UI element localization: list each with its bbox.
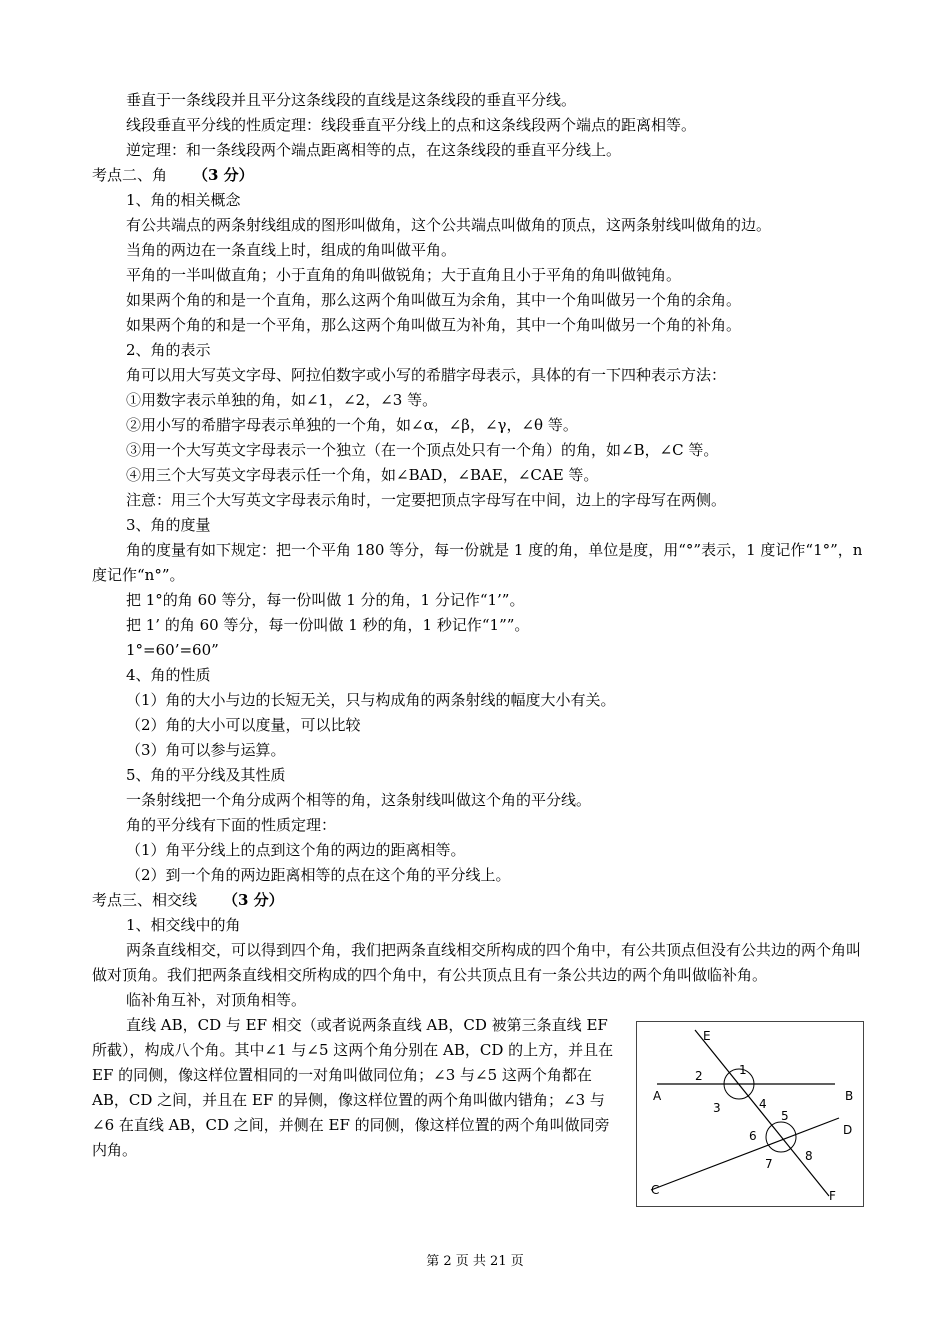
paragraph: 一条射线把一个角分成两个相等的角，这条射线叫做这个角的平分线。 xyxy=(126,791,592,809)
section-heading-score: （3 分） xyxy=(223,891,284,909)
angle-label-8: 8 xyxy=(805,1149,813,1163)
paragraph: 平角的一半叫做直角；小于直角的角叫做锐角；大于直角且小于平角的角叫做钝角。 xyxy=(126,266,682,284)
intersecting-lines-diagram xyxy=(637,1022,863,1206)
section-heading-title: 考点三、相交线 xyxy=(92,891,198,909)
paragraph: 垂直于一条线段并且平分这条线段的直线是这条线段的垂直平分线。 xyxy=(126,91,577,109)
list-item: （3）角可以参与运算。 xyxy=(126,741,286,759)
list-item: （2）角的大小可以度量，可以比较 xyxy=(126,716,361,734)
point-label-b: B xyxy=(845,1089,854,1103)
point-label-d: D xyxy=(843,1123,853,1137)
list-item: （1）角的大小与边的长短无关，只与构成角的两条射线的幅度大小有关。 xyxy=(126,691,616,709)
paragraph: 如果两个角的和是一个直角，那么这两个角叫做互为余角，其中一个角叫做另一个角的余角。 xyxy=(126,291,742,309)
subsection-heading: 3、角的度量 xyxy=(126,516,211,534)
section-heading xyxy=(92,163,864,188)
angle-label-2: 2 xyxy=(695,1069,703,1083)
paragraph: 角可以用大写英文字母、阿拉伯数字或小写的希腊字母表示，具体的有一下四种表示方法： xyxy=(126,366,727,384)
point-label-c: C xyxy=(651,1183,660,1197)
paragraph: 逆定理：和一条线段两个端点距离相等的点，在这条线段的垂直平分线上。 xyxy=(126,141,622,159)
paragraph: 有公共端点的两条射线组成的图形叫做角，这个公共端点叫做角的顶点，这两条射线叫做角的边。 xyxy=(126,216,772,234)
paragraph: 角的平分线有下面的性质定理： xyxy=(126,816,337,834)
paragraph: 如果两个角的和是一个平角，那么这两个角叫做互为补角，其中一个角叫做另一个角的补角。 xyxy=(126,316,742,334)
page-footer: 第 2 页 共 21 页 xyxy=(426,1254,524,1269)
point-label-f: F xyxy=(829,1189,836,1203)
paragraph: 两条直线相交，可以得到四个角，我们把两条直线相交所构成的四个角中，有公共顶点但没有公共边的两个角叫做对顶角。我们把两条直线相交所构成的四个角中，有公共顶点且有一条公共边的两个角叫做临补角。 xyxy=(92,941,862,984)
section-heading xyxy=(92,888,864,913)
text-with-figure xyxy=(92,1013,864,1203)
list-item: ④用三个大写英文字母表示任一个角，如∠BAD，∠BAE，∠CAE 等。 xyxy=(126,466,599,484)
angle-label-7: 7 xyxy=(765,1157,773,1171)
angle-label-3: 3 xyxy=(713,1101,721,1115)
paragraph: 把 1°的角 60 等分，每一份叫做 1 分的角，1 分记作“1’”。 xyxy=(126,591,525,609)
paragraph: 线段垂直平分线的性质定理：线段垂直平分线上的点和这条线段两个端点的距离相等。 xyxy=(126,116,697,134)
formula-line: 1°=60’=60” xyxy=(126,641,219,659)
subsection-heading: 1、角的相关概念 xyxy=(126,191,241,209)
note-paragraph: 注意：用三个大写英文字母表示角时，一定要把顶点字母写在中间，边上的字母写在两侧。 xyxy=(126,491,727,509)
point-label-e: E xyxy=(703,1029,711,1043)
angle-label-1: 1 xyxy=(739,1063,747,1077)
list-item: ①用数字表示单独的角，如∠1，∠2，∠3 等。 xyxy=(126,391,438,409)
paragraph: 临补角互补，对顶角相等。 xyxy=(126,991,307,1009)
angle-label-6: 6 xyxy=(749,1129,757,1143)
list-item: （1）角平分线上的点到这个角的两边的距离相等。 xyxy=(126,841,466,859)
angle-label-5: 5 xyxy=(781,1109,789,1123)
angle-label-4: 4 xyxy=(759,1097,767,1111)
subsection-heading: 2、角的表示 xyxy=(126,341,211,359)
subsection-heading: 1、相交线中的角 xyxy=(126,916,241,934)
paragraph: 当角的两边在一条直线上时，组成的角叫做平角。 xyxy=(126,241,457,259)
list-item: ②用小写的希腊字母表示单独的一个角，如∠α，∠β，∠γ，∠θ 等。 xyxy=(126,416,578,434)
subsection-heading: 4、角的性质 xyxy=(126,666,211,684)
paragraph: 直线 AB，CD 与 EF 相交（或者说两条直线 AB，CD 被第三条直线 EF 所截），构成八个角。其中∠1 与∠5 这两个角分别在 AB，CD 的上方，并且在 EF 的同侧，像这样位置相同的一对角叫做同位角；∠3 与∠5 这两个角都在 AB，CD 之间，并且在 EF 的异侧，像这样位置的两个角叫做内错角；∠3 与∠6 在直线 AB，CD 之间，并侧在 EF 的同侧，像这样位置的两个角叫做同旁内角。 xyxy=(92,1016,614,1159)
list-item: ③用一个大写英文字母表示一个独立（在一个顶点处只有一个角）的角，如∠B，∠C 等。 xyxy=(126,441,719,459)
page-content xyxy=(92,88,864,1203)
intersecting-lines-figure xyxy=(636,1021,864,1207)
paragraph: 把 1’ 的角 60 等分，每一份叫做 1 秒的角，1 秒记作“1””。 xyxy=(126,616,530,634)
point-label-a: A xyxy=(653,1089,662,1103)
section-heading-title: 考点二、角 xyxy=(92,166,168,184)
section-heading-score: （3 分） xyxy=(193,166,254,184)
paragraph: 角的度量有如下规定：把一个平角 180 等分，每一份就是 1 度的角，单位是度，用“°”表示，1 度记作“1°”，n 度记作“n°”。 xyxy=(92,541,863,584)
subsection-heading: 5、角的平分线及其性质 xyxy=(126,766,286,784)
list-item: （2）到一个角的两边距离相等的点在这个角的平分线上。 xyxy=(126,866,511,884)
